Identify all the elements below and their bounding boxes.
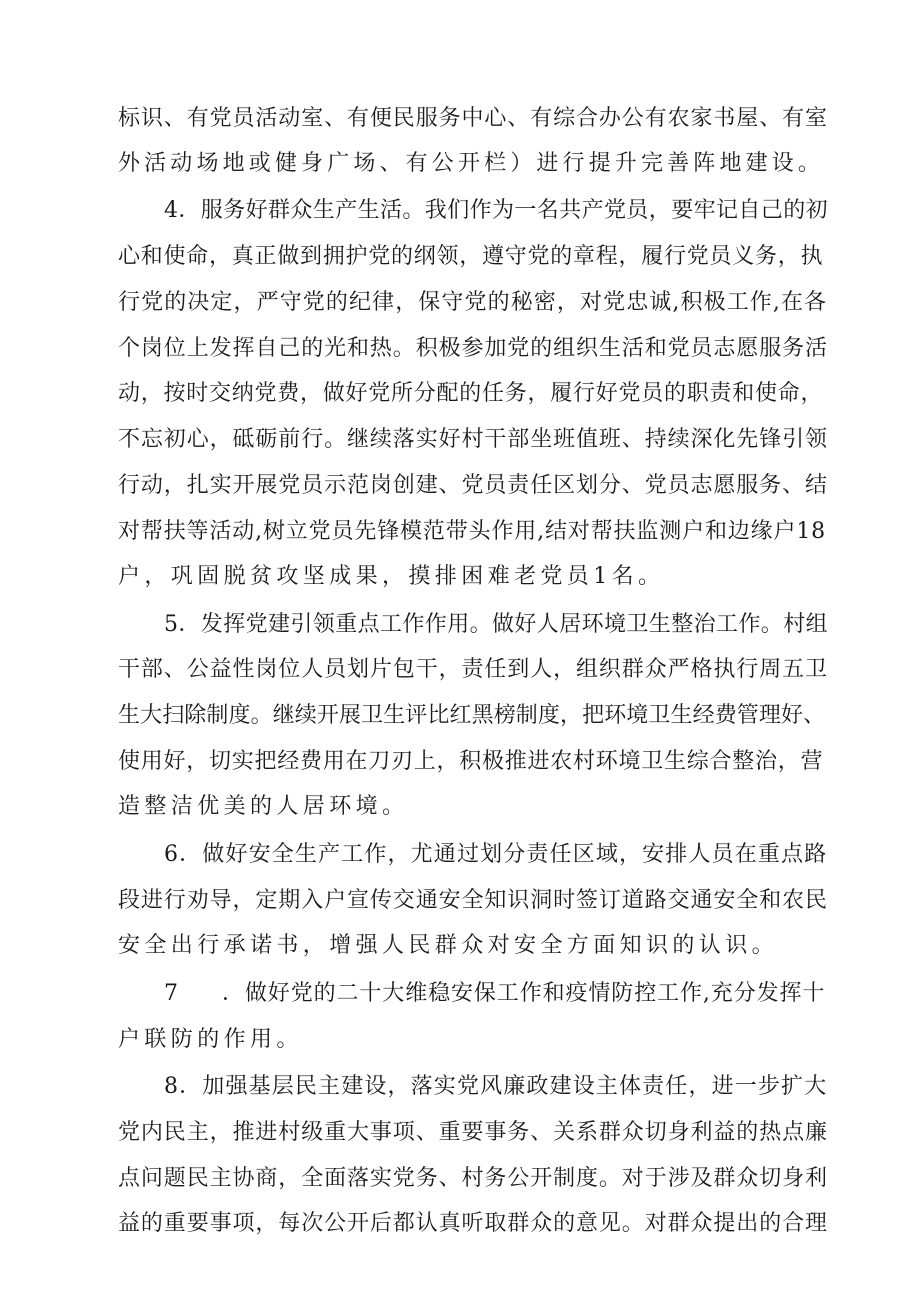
text-line: 外活动场地或健身广场、有公开栏）进行提升完善阵地建设。: [118, 151, 825, 176]
text-line: 不忘初心，砥砺前行。继续落实好村干部坐班值班、持续深化先锋引领: [118, 427, 828, 452]
text-line: 段进行劝导，定期入户宣传交通安全知识洞时签订道路交通安全和农民: [118, 888, 828, 913]
text-line: 标识、有党员活动室、有便民服务中心、有综合办公有农家书屋、有室: [118, 106, 828, 131]
text-line: 使用好，切实把经费用在刀刃上，积极推进农村环境卫生综合整治，营: [118, 749, 824, 774]
item-number: 7: [164, 981, 183, 1006]
text-line: 5．发挥党建引领重点工作作用。做好人居环境卫生整治工作。村组: [164, 612, 828, 637]
text-line: 安全出行承诺书，增强人民群众对安全方面知识的认识。: [118, 933, 779, 958]
text-line: 行动，扎实开展党员示范岗创建、党员责任区划分、党员志愿服务、结: [118, 473, 828, 498]
text-line: 户，巩固脱贫攻坚成果，摸排困难老党员1名。: [118, 564, 665, 589]
text-line: ．做好党的二十大维稳安保工作和疫情防控工作,充分发挥十: [222, 981, 826, 1006]
text-line: 对帮扶等活动,树立党员先锋模范带头作用,结对帮扶监测户和边缘户18: [118, 519, 827, 544]
text-line: 生大扫除制度。继续开展卫生评比红黑榜制度，把环境卫生经费管理好、: [118, 703, 826, 728]
text-line: 4．服务好群众生产生活。我们作为一名共产党员，要牢记自己的初: [164, 198, 828, 223]
text-line: 益的重要事项，每次公开后都认真听取群众的意见。对群众提出的合理: [118, 1211, 828, 1236]
text-line: 造整洁优美的人居环境。: [118, 794, 409, 819]
text-line: 党内民主，推进村级重大事项、重要事务、关系群众切身利益的热点廉: [118, 1120, 828, 1145]
text-line: 户联防的作用。: [118, 1027, 303, 1052]
text-line: 动，按时交纳党费，做好党所分配的任务，履行好党员的职责和使命，: [118, 381, 824, 406]
text-line: 心和使命，真正做到拥护党的纲领，遵守党的章程，履行党员义务，执: [118, 244, 824, 269]
text-line: 6．做好安全生产工作，尤通过划分责任区域，安排人员在重点路: [164, 842, 828, 867]
text-line: 点问题民主协商，全面落实党务、村务公开制度。对于涉及群众切身利: [118, 1166, 828, 1191]
text-line: 8．加强基层民主建设，落实党风廉政建设主体责任，进一步扩大: [164, 1074, 828, 1099]
text-line: 个岗位上发挥自己的光和热。积极参加党的组织生活和党员志愿服务活: [118, 336, 828, 361]
text-line: 干部、公益性岗位人员划片包干，责任到人，组织群众严格执行周五卫: [118, 657, 828, 682]
text-line: 行党的决定，严守党的纪律，保守党的秘密，对党忠诚,积极工作,在各: [118, 290, 828, 315]
